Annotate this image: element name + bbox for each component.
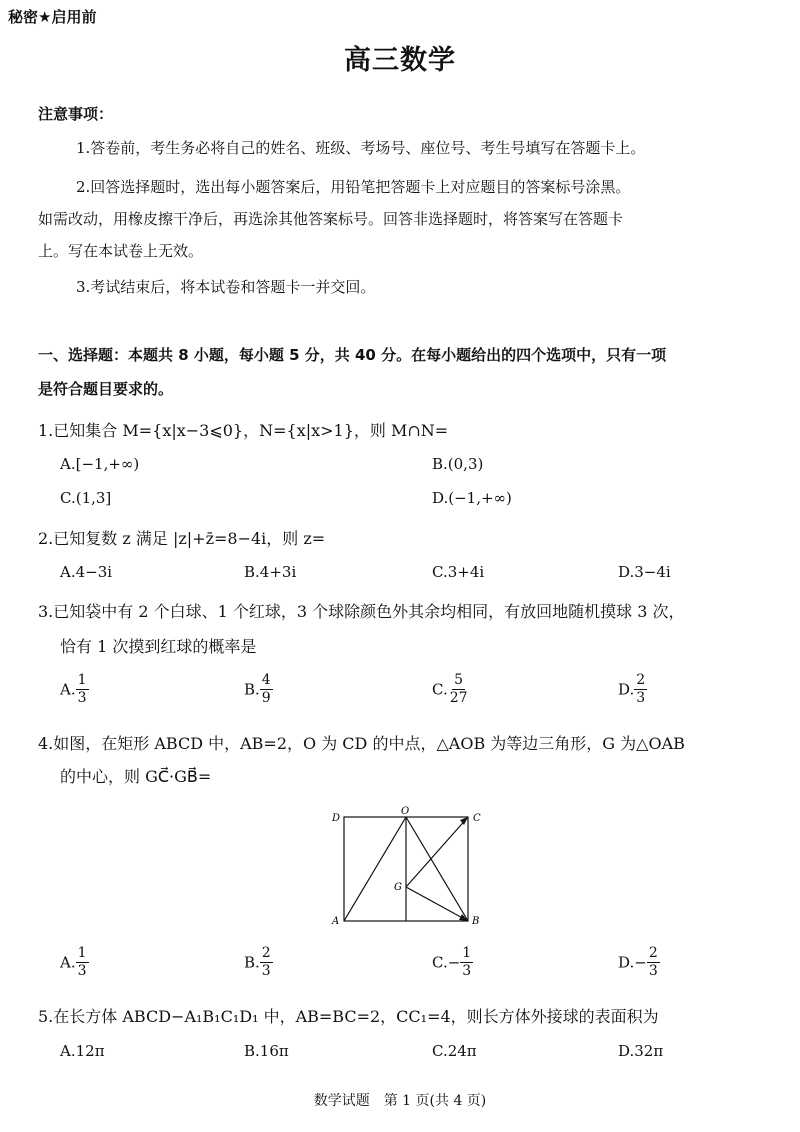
option-label: D.	[618, 680, 635, 699]
denominator: 27	[449, 690, 468, 706]
numerator: 2	[261, 945, 271, 961]
label-g: G	[394, 882, 402, 893]
fraction	[260, 672, 273, 707]
question-1-option-c: C.(1,3]	[60, 489, 112, 507]
denominator: 9	[261, 690, 271, 706]
question-4-stem-line-2: 的中心，则 GC⃗·GB⃗=	[60, 767, 212, 786]
option-label: C.	[432, 680, 448, 699]
denominator: 3	[77, 963, 87, 979]
denominator: 3	[636, 690, 646, 706]
sign: −	[447, 953, 461, 972]
notice-item-3: 3.考试结束后，将本试卷和答题卡一并交回。	[76, 278, 376, 296]
numerator: 2	[648, 945, 658, 961]
option-label: A.	[60, 680, 76, 699]
fraction	[460, 945, 473, 980]
question-3-stem-line-2: 恰有 1 次摸到红球的概率是	[60, 637, 257, 656]
fraction	[448, 672, 470, 707]
fraction	[634, 672, 647, 707]
fraction	[647, 945, 660, 980]
section-heading-line-2: 是符合题目要求的。	[38, 380, 174, 398]
page-footer: 数学试题 第 1 页(共 4 页)	[313, 1093, 487, 1109]
notice-heading: 注意事项：	[38, 105, 114, 123]
option-label: B.	[244, 680, 260, 699]
numerator: 5	[454, 672, 464, 688]
question-4-stem-line-1: 4.如图，在矩形 ABCD 中，AB=2，O 为 CD 的中点，△AOB 为等边三角形，G 为△OAB	[38, 734, 685, 753]
question-1-option-b: B.(0,3)	[432, 455, 484, 473]
label-a: A	[332, 916, 340, 927]
denominator: 3	[648, 963, 658, 979]
segment-ao	[344, 817, 406, 921]
question-5-option-c: C.24π	[432, 1042, 477, 1060]
question-2-option-a: A.4−3i	[60, 563, 113, 581]
numerator: 4	[261, 672, 271, 688]
question-5-option-d: D.32π	[618, 1042, 664, 1060]
question-4-option-a	[60, 945, 89, 980]
question-3-stem-line-1: 3.已知袋中有 2 个白球、1 个红球，3 个球除颜色外其余均相同，有放回地随机摸球 3 次，	[38, 602, 685, 621]
notice-item-2-line-3: 上。写在本试卷上无效。	[38, 242, 204, 260]
page-title: 高三数学	[344, 45, 456, 76]
option-label: C.	[432, 953, 448, 972]
question-5-option-b: B.16π	[244, 1042, 289, 1060]
question-2-option-c: C.3+4i	[432, 563, 485, 581]
sign: −	[634, 953, 647, 972]
question-2-option-d: D.3−4i	[618, 563, 671, 581]
question-3-option-d	[618, 672, 647, 707]
denominator: 3	[462, 963, 472, 979]
vector-gc	[406, 817, 468, 887]
question-5-option-a: A.12π	[60, 1042, 105, 1060]
label-o: O	[401, 806, 410, 817]
rectangle-figure	[320, 805, 500, 930]
fraction	[76, 945, 89, 980]
numerator: 1	[77, 945, 87, 961]
confidential-label: 秘密★启用前	[8, 8, 97, 26]
notice-item-2-line-1: 2.回答选择题时，选出每小题答案后，用铅笔把答题卡上对应题目的答案标号涂黑。	[76, 178, 631, 196]
question-1-option-d: D.(−1,+∞)	[432, 489, 512, 507]
label-b: B	[472, 916, 480, 927]
section-heading-line-1: 一、选择题：本题共 8 小题，每小题 5 分，共 40 分。在每小题给出的四个选项中，只有一项	[38, 346, 667, 364]
question-4-option-d	[618, 945, 660, 980]
question-2-option-b: B.4+3i	[244, 563, 297, 581]
option-label: D.	[618, 953, 635, 972]
fraction	[76, 672, 89, 707]
question-1-option-a: A.[−1,+∞)	[60, 455, 140, 473]
arrowhead-b	[459, 914, 468, 921]
vector-gb	[406, 887, 468, 921]
fraction	[260, 945, 273, 980]
question-2-stem: 2.已知复数 z 满足 |z|+z̄=8−4i，则 z=	[38, 529, 326, 548]
numerator: 1	[462, 945, 472, 961]
denominator: 3	[77, 690, 87, 706]
question-4-option-c	[432, 945, 473, 980]
label-d: D	[332, 813, 341, 824]
option-label: B.	[244, 953, 260, 972]
question-3-option-b	[244, 672, 273, 707]
question-1-stem: 1.已知集合 M={x|x−3⩽0}，N={x|x>1}，则 M∩N=	[38, 421, 449, 440]
numerator: 2	[636, 672, 646, 688]
segment-ob	[406, 817, 468, 921]
numerator: 1	[77, 672, 87, 688]
denominator: 3	[261, 963, 271, 979]
option-label: A.	[60, 953, 76, 972]
notice-item-1: 1.答卷前，考生务必将自己的姓名、班级、考场号、座位号、考生号填写在答题卡上。	[76, 139, 646, 157]
question-3-option-c	[432, 672, 470, 707]
question-4-option-b	[244, 945, 273, 980]
question-5-stem: 5.在长方体 ABCD−A₁B₁C₁D₁ 中，AB=BC=2，CC₁=4，则长方体外接球的表面积为	[38, 1007, 659, 1026]
notice-item-2-line-2: 如需改动，用橡皮擦干净后，再选涂其他答案标号。回答非选择题时，将答案写在答题卡	[38, 210, 624, 228]
label-c: C	[473, 813, 481, 824]
question-3-option-a	[60, 672, 89, 707]
